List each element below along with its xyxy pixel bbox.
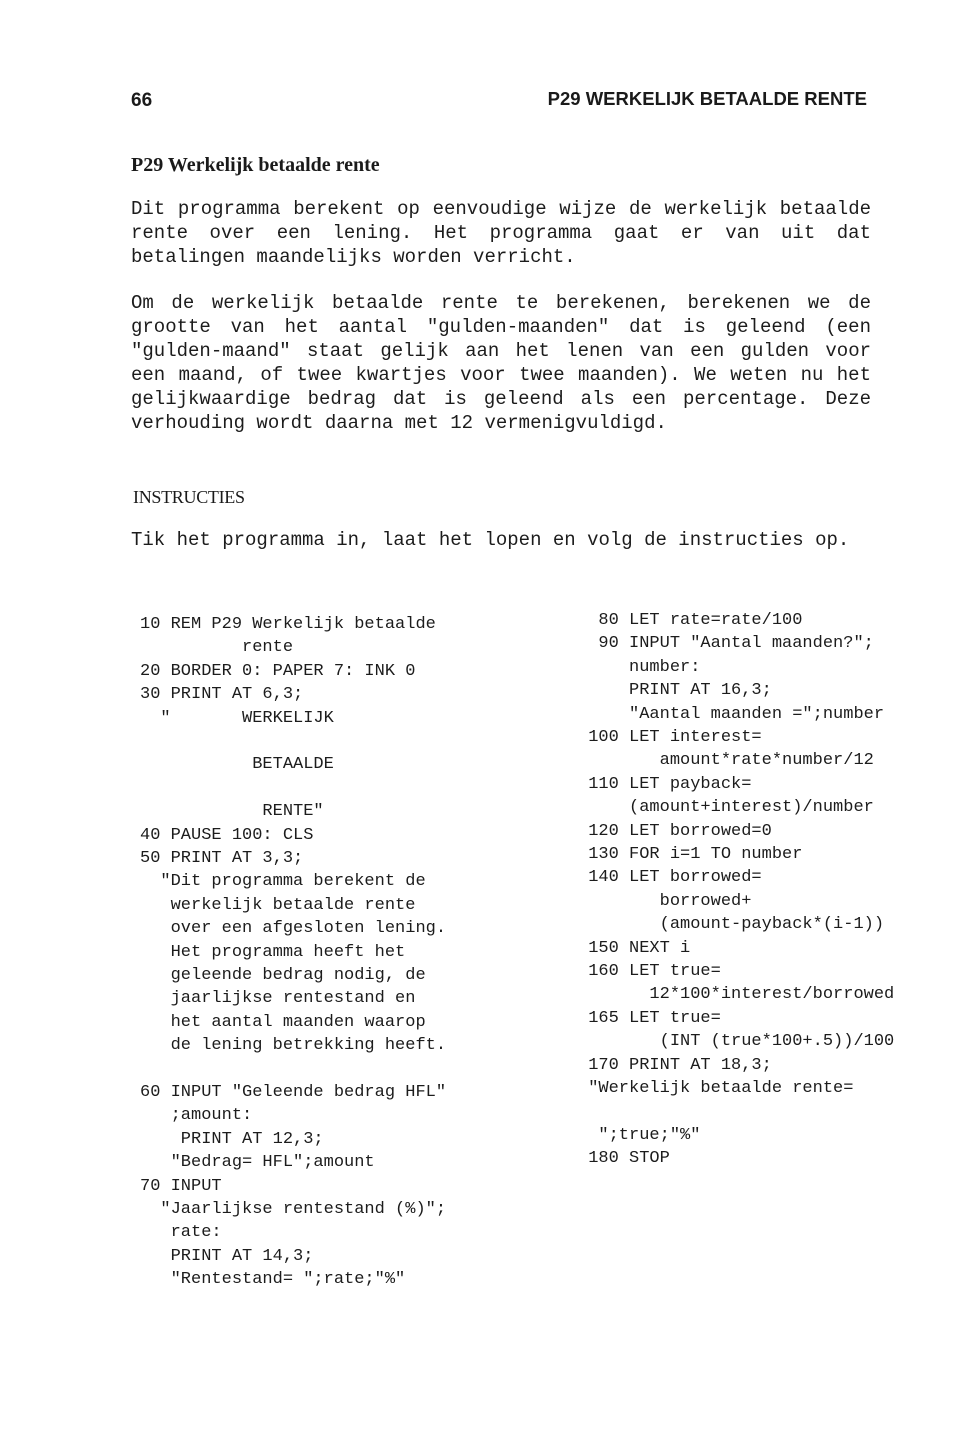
code-line: 150 NEXT i <box>578 938 691 958</box>
code-line: het aantal maanden waarop <box>140 1012 426 1032</box>
code-line: jaarlijkse rentestand en <box>140 989 416 1009</box>
code-line: BETAALDE <box>140 755 334 775</box>
code-line: "Werkelijk betaalde rente= <box>578 1079 854 1098</box>
code-line: "Jaarlijkse rentestand (%)"; <box>140 1200 447 1219</box>
code-line: 12*100*interest/borrowed <box>578 985 895 1005</box>
code-line: "Rentestand= ";rate;"%" <box>140 1270 406 1290</box>
code-line: PRINT AT 14,3; <box>140 1246 314 1266</box>
code-line: 50 PRINT AT 3,3; <box>140 849 304 868</box>
code-line: PRINT AT 12,3; <box>140 1129 324 1149</box>
code-line: 70 INPUT <box>140 1176 222 1196</box>
code-line: amount*rate*number/12 <box>578 751 874 771</box>
instructions-text: Tik het programma in, laat het lopen en volg de instructies op. <box>131 529 850 551</box>
page-number: 66 <box>131 90 153 111</box>
instructions-heading: INSTRUCTIES <box>133 487 245 507</box>
code-line: 170 PRINT AT 18,3; <box>578 1055 772 1075</box>
intro-paragraph: Dit programma berekent op eenvoudige wijze de werkelijk betaalde rente over een lening. Het programma gaat er van uit dat betalingen maandelijks worden verricht. <box>131 198 871 268</box>
code-line: (amount+interest)/number <box>578 798 874 818</box>
code-line: PRINT AT 16,3; <box>578 681 772 701</box>
code-line: (amount-payback*(i-1)) <box>578 915 885 935</box>
code-line: 30 PRINT AT 6,3; <box>140 685 304 705</box>
code-line: "Dit programma berekent de <box>140 872 426 892</box>
code-line: number: <box>578 657 701 677</box>
code-line: ";true;"%" <box>578 1125 701 1145</box>
code-line: 110 LET payback= <box>578 774 752 794</box>
code-line: 40 PAUSE 100: CLS <box>140 825 314 845</box>
code-line: 160 LET true= <box>578 962 721 981</box>
code-line: 120 LET borrowed=0 <box>578 821 772 841</box>
code-line: 90 INPUT "Aantal maanden?"; <box>578 634 874 654</box>
code-line: over een afgesloten lening. <box>140 919 447 939</box>
code-line: 80 LET rate=rate/100 <box>578 611 803 630</box>
code-line: RENTE" <box>140 802 324 822</box>
code-line: 165 LET true= <box>578 1008 721 1028</box>
code-line: werkelijk betaalde rente <box>140 895 416 915</box>
code-line: 100 LET interest= <box>578 728 762 747</box>
code-line: de lening betrekking heeft. <box>140 1036 447 1056</box>
code-line: 180 STOP <box>578 1149 670 1169</box>
section-title: P29 Werkelijk betaalde rente <box>131 154 380 176</box>
code-line: " WERKELIJK <box>140 708 334 728</box>
running-header: P29 WERKELIJK BETAALDE RENTE <box>547 88 867 109</box>
code-line: 20 BORDER 0: PAPER 7: INK 0 <box>140 661 416 681</box>
code-line: Het programma heeft het <box>140 942 406 962</box>
code-line: (INT (true*100+.5))/100 <box>578 1032 895 1052</box>
code-line: ;amount: <box>140 1106 253 1126</box>
code-line: borrowed+ <box>578 891 752 911</box>
code-line: rate: <box>140 1223 222 1243</box>
code-line: geleende bedrag nodig, de <box>140 966 426 985</box>
code-line: "Aantal maanden =";number <box>578 704 885 724</box>
explanation-paragraph: Om de werkelijk betaalde rente te berekenen, berekenen we de grootte van het aantal "gulden-maanden" dat is geleend (een "gulden-maand" staat gelijk aan het lenen van een gulden voor een maand, of twee kwartjes voor twee maanden). We weten nu het gelijkwaardige bedrag dat is geleend als een percentage. Deze verhouding wordt daarna met 12 vermenigvuldigd. <box>131 292 871 434</box>
code-line: 10 REM P29 Werkelijk betaalde <box>140 615 436 634</box>
code-line: 140 LET borrowed= <box>578 868 762 888</box>
code-line: 60 INPUT "Geleende bedrag HFL" <box>140 1083 447 1102</box>
code-line: rente <box>140 638 294 658</box>
code-line: 130 FOR i=1 TO number <box>578 845 803 864</box>
code-line: "Bedrag= HFL";amount <box>140 1153 375 1173</box>
